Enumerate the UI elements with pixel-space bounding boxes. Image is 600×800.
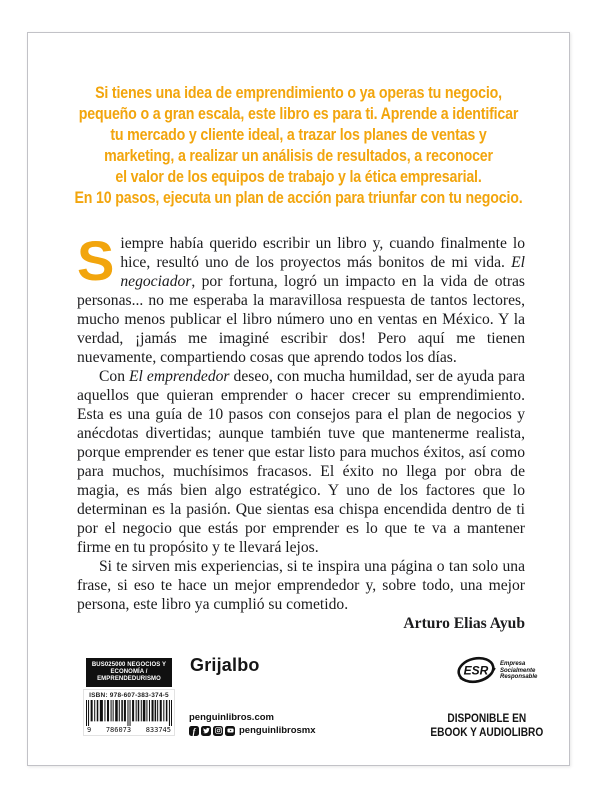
barcode-digits [86,726,172,734]
intro-line: tu mercado y cliente ideal, a trazar los planes de ventas y [110,126,487,144]
instagram-icon [213,726,223,736]
intro-line: En 10 pasos, ejecuta un plan de acción para triunfar con tu negocio. [74,189,523,207]
intro-line: Si tienes una idea de emprendimiento o ya operas tu negocio, [95,84,502,102]
esr-caption-line: Responsable [500,674,538,681]
availability-line: EBOOK Y AUDIOLIBRO [430,726,543,739]
youtube-icon [225,726,235,736]
barcode-digit-group: 833745 [145,726,171,734]
drop-cap: S [77,229,113,292]
twitter-icon [201,726,211,736]
category-line: BUS025000 NEGOCIOS Y ECONOMÍA / [91,662,167,675]
esr-caption-line: Empresa [500,661,526,668]
isbn-label: ISBN: 978-607-383-374-5 [89,692,169,699]
imprint-logo: Grijalbo [190,655,260,675]
intro-line: marketing, a realizar un análisis de resultados, a reconocer [104,147,493,165]
synopsis-paragraph-1 [77,229,525,367]
facebook-icon [189,726,199,736]
esr-caption [500,661,537,681]
esr-acronym: ESR [463,663,489,678]
availability-note [430,713,543,740]
intro-line: pequeño o a gran escala, este libro es para ti. Aprende a identificar [78,105,519,123]
barcode-digit-group: 9 [87,726,92,734]
intro-line: el valor de los equipos de trabajo y la ética empresarial. [115,168,482,186]
book-title-emprendedor: El emprendedor [129,368,230,385]
barcode [83,689,175,736]
esr-emblem-icon [457,655,497,687]
paragraph-text: deseo, con mucha humildad, ser de ayuda para aquellos que quieran emprender o hacer crecer su emprendimiento. Esta es una guía de 10 pasos con consejos para el plan de negocios y anécdotas divertidas; aunque también tuve que mantenerme realista, porque emprender es tener que estar listo para muchos éxitos, así como para muchos, muchísimos fracasos. El éxito no llega por obra de magia, es más bien algo estratégico. Y uno de los factores que lo determinan es la pasión. Que sientas esa chispa encendida dentro de ti por el negocio que estás por emprender es lo que te va a mantener firme en tu propósito y te llevará lejos. [77,368,525,556]
website-url: penguinlibros.com [189,712,274,723]
barcode-bars-image [86,700,172,726]
intro-text [66,83,531,209]
availability-line: DISPONIBLE EN [447,713,526,725]
esr-caption-line: Socialmente [500,667,536,674]
book-title-negociador: El negociador [120,254,525,290]
social-handle: penguinlibrosmx [239,725,316,736]
barcode-digit-group: 786073 [105,726,132,734]
category-box [86,658,172,687]
synopsis-text [77,229,525,633]
paragraph-text: , por fortuna, logró un impacto en la vida de otras personas... no me esperaba la maravillosa respuesta de tantos lectores, mucho menos publicar el libro número uno en ventas en México. Y la verdad, ¡jamás me imaginé escribir dos! Pero aquí me tienen nuevamente, compartiendo cosas que aprendo todos los días. [77,273,525,366]
social-icons-row [189,725,316,736]
esr-logo [457,655,537,687]
paragraph-text: Con [99,368,130,385]
synopsis-paragraph-3: Si te sirven mis experiencias, si te inspira una página o tan solo una frase, si eso te hace un mejor emprendedor y, sobre todo, una mejor persona, este libro ya cumplió su cometido. [77,558,525,613]
book-back-cover [27,32,570,766]
author-name: Arturo Elias Ayub [403,615,525,632]
paragraph-text: iempre había querido escribir un libro y, cuando finalmente lo hice, resultó uno de los proyectos más bonitos de mi vida. [120,235,525,271]
synopsis-paragraph-2 [77,367,525,557]
category-line: EMPRENDEDURISMO [97,676,161,682]
publisher-links [189,712,316,736]
